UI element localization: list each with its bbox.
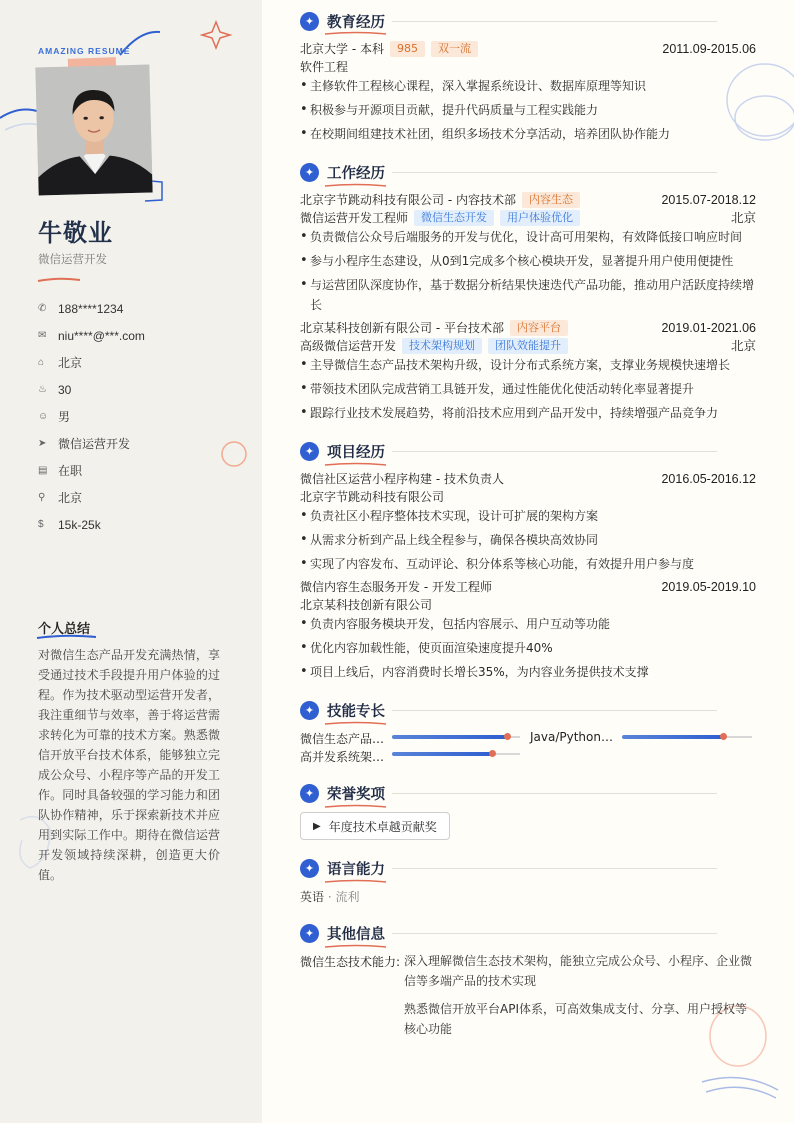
contact-item — [38, 491, 145, 518]
sparkle-icon: ✦ — [300, 924, 319, 943]
date: 2011.09-2015.06 — [662, 42, 756, 56]
section-projects-header — [300, 440, 385, 462]
gender-icon: ☺ — [38, 411, 49, 422]
list-item: • 积极参与开源项目贡献，提升代码质量与工程实践能力 — [300, 98, 756, 122]
contact-item — [38, 410, 145, 437]
job-role-row — [300, 338, 756, 354]
section-rule — [392, 172, 717, 173]
award-text: 年度技术卓越贡献奖 — [328, 819, 437, 834]
contact-text: 30 — [58, 383, 72, 397]
role: 高级微信运营开发 — [300, 339, 397, 353]
list-item: • 与运营团队深度协作，基于数据分析结果快速迭代产品功能，推动用户活跃度持续增长 — [300, 275, 756, 315]
list-item: • 负责内容服务模块开发，包括内容展示、用户互动等功能 — [300, 612, 756, 636]
sidebar — [0, 0, 262, 1123]
date: 2019.05-2019.10 — [661, 580, 756, 594]
list-item: • 主修软件工程核心课程，深入掌握系统设计、数据库原理等知识 — [300, 74, 756, 98]
section-title: 工作经历 — [327, 165, 385, 182]
section-underline — [324, 944, 388, 949]
date: 2016.05-2016.12 — [661, 472, 756, 486]
skill-dot — [489, 750, 496, 757]
cake-icon: ♨ — [38, 384, 47, 395]
contact-text: 在职 — [58, 464, 83, 478]
section-underline — [324, 462, 388, 467]
section-honors-header — [300, 782, 385, 804]
skill-bar — [392, 753, 520, 755]
job-title: 微信运营开发 — [38, 252, 107, 266]
sparkle-icon: ✦ — [300, 12, 319, 31]
skill-fill — [392, 752, 492, 756]
tag: 内容生态 — [522, 192, 580, 208]
contact-item — [38, 329, 145, 356]
sparkle-icon: ✦ — [300, 784, 319, 803]
home-icon: ⌂ — [38, 357, 45, 368]
section-education-header — [300, 10, 385, 32]
play-icon: ▶ — [313, 820, 321, 832]
company: 北京某科技创新有限公司 - 平台技术部 — [300, 321, 504, 335]
date: 2019.01-2021.06 — [661, 321, 756, 335]
section-rule — [392, 21, 717, 22]
section-rule — [392, 933, 717, 934]
salary-icon: $ — [38, 519, 44, 530]
other-value: 熟悉微信开放平台API体系，可高效集成支付、分享、用户授权等核心功能 — [404, 1002, 747, 1036]
language-level: 流利 — [335, 890, 360, 904]
section-skills-header — [300, 699, 385, 721]
list-item: • 带领技术团队完成营销工具链开发，通过性能优化使活动转化率显著提升 — [300, 377, 756, 401]
section-title: 项目经历 — [327, 444, 385, 461]
phone-icon: ✆ — [38, 303, 47, 314]
education-header-row — [300, 41, 756, 57]
project-company — [300, 489, 756, 505]
city: 北京 — [730, 339, 756, 353]
section-other-header — [300, 922, 385, 944]
tag: 985 — [390, 41, 425, 57]
summary-text: 对微信生态产品开发充满热情，享受通过技术手段提升用户体验的过程。作为技术驱动型运营开发者，我注重细节与效率，善于将运营需求转化为可靠的技术方案。熟悉微信开放平台技术体系，能够独立完成公众号、小程序等产品的开发工作。同时具备较强的学习能力和团队协作精神，乐于探索新技术并应用到实际工作中。期待在微信运营开发领域持续深耕，创造更大价值。 — [38, 648, 220, 882]
tagline: AMAZING RESUME — [38, 46, 131, 56]
list-item: • 负责社区小程序整体技术实现，设计可扩展的架构方案 — [300, 504, 756, 528]
project-header-row — [300, 579, 756, 595]
list-item: • 在校期间组建技术社团，组织多场技术分享活动，培养团队协作能力 — [300, 122, 756, 146]
list-item: • 负责微信公众号后端服务的开发与优化，设计高可用架构，有效降低接口响应时间 — [300, 225, 756, 249]
section-underline — [324, 31, 388, 36]
main-content — [262, 0, 794, 1123]
skill-fill — [392, 735, 507, 739]
contact-item — [38, 383, 145, 410]
skill-bar — [622, 736, 752, 738]
summary-title: 个人总结 — [38, 622, 91, 637]
skill-fill — [622, 735, 723, 739]
city: 北京 — [730, 211, 756, 225]
sparkle-icon: ✦ — [300, 163, 319, 182]
company: 北京字节跳动科技有限公司 - 内容技术部 — [300, 193, 516, 207]
language-item — [300, 888, 359, 905]
project-name: 微信社区运营小程序构建 - 技术负责人 — [300, 472, 504, 486]
project-header-row — [300, 471, 756, 487]
date: 2015.07-2018.12 — [661, 193, 756, 207]
tag: 微信生态开发 — [414, 210, 494, 226]
job-header-row — [300, 320, 756, 336]
location-icon: ⚲ — [38, 492, 46, 503]
contact-text: 微信运营开发 — [58, 437, 131, 451]
contact-text: niu****@***.com — [58, 329, 145, 343]
company: 北京字节跳动科技有限公司 — [300, 490, 445, 504]
major-text: 软件工程 — [300, 60, 349, 74]
list-item: • 优化内容加载性能，使页面渲染速度提升40% — [300, 636, 756, 660]
skill-label: 微信生态产品… — [300, 732, 385, 746]
major — [300, 59, 756, 75]
contact-info-list — [38, 302, 145, 545]
avatar — [35, 65, 152, 196]
skill-dot — [504, 733, 511, 740]
sparkle-icon: ✦ — [300, 859, 319, 878]
section-work-header — [300, 161, 385, 183]
award-badge — [300, 812, 450, 840]
summary-underline — [36, 633, 98, 641]
contact-item — [38, 437, 145, 464]
section-title: 技能专长 — [327, 703, 385, 720]
contact-text: 15k-25k — [58, 518, 101, 532]
project-company — [300, 597, 756, 613]
contact-item — [38, 302, 145, 329]
tag: 双一流 — [431, 41, 478, 57]
section-language-header — [300, 857, 385, 879]
tag: 技术架构规划 — [402, 338, 482, 354]
name-underline — [37, 277, 81, 283]
section-rule — [392, 868, 717, 869]
tag: 用户体验优化 — [500, 210, 580, 226]
list-item: • 从需求分析到产品上线全程参与，确保各模块高效协同 — [300, 528, 756, 552]
contact-text: 北京 — [58, 491, 83, 505]
section-rule — [392, 793, 717, 794]
section-title: 教育经历 — [327, 14, 385, 31]
language-name: 英语 — [300, 890, 325, 904]
section-rule — [392, 451, 717, 452]
skill-dot — [720, 733, 727, 740]
sparkle-icon: ✦ — [300, 442, 319, 461]
job-header-row — [300, 192, 756, 208]
list-item: • 项目上线后，内容消费时长增长35%，为内容业务提供技术支撑 — [300, 660, 756, 684]
skill-label: Java/Python… — [530, 730, 613, 744]
language-separator: · — [324, 890, 336, 904]
section-title: 其他信息 — [327, 926, 385, 943]
section-underline — [324, 879, 388, 884]
tag: 团队效能提升 — [488, 338, 568, 354]
school: 北京大学 - 本科 — [300, 42, 384, 56]
other-label: 微信生态技术能力: — [300, 955, 401, 969]
section-underline — [324, 721, 388, 726]
section-underline — [324, 804, 388, 809]
tag: 内容平台 — [510, 320, 568, 336]
contact-text: 北京 — [58, 356, 83, 370]
contact-item — [38, 518, 145, 545]
contact-text: 188****1234 — [58, 302, 124, 316]
section-rule — [392, 710, 717, 711]
list-item: • 实现了内容发布、互动评论、积分体系等核心功能，有效提升用户参与度 — [300, 552, 756, 576]
list-item: • 跟踪行业技术发展趋势，将前沿技术应用到产品开发中，持续增强产品竞争力 — [300, 401, 756, 425]
skill-label: 高并发系统架… — [300, 750, 385, 764]
mail-icon: ✉ — [38, 330, 47, 341]
contact-text: 男 — [58, 410, 71, 424]
list-item: • 主导微信生态产品技术架构升级，设计分布式系统方案，支撑业务规模快速增长 — [300, 353, 756, 377]
section-title: 荣誉奖项 — [327, 786, 385, 803]
job-role-row — [300, 210, 756, 226]
send-icon: ➤ — [38, 438, 47, 449]
briefcase-icon: ▤ — [38, 465, 48, 476]
project-name: 微信内容生态服务开发 - 开发工程师 — [300, 580, 492, 594]
sparkle-icon: ✦ — [300, 701, 319, 720]
contact-item — [38, 464, 145, 491]
section-title: 语言能力 — [327, 861, 385, 878]
skill-bar — [392, 736, 520, 738]
list-item: • 参与小程序生态建设，从0到1完成多个核心模块开发，显著提升用户使用便捷性 — [300, 249, 756, 273]
other-value: 深入理解微信生态技术架构，能独立完成公众号、小程序、企业微信等多端产品的技术实现 — [404, 954, 753, 988]
section-underline — [324, 183, 388, 188]
company: 北京某科技创新有限公司 — [300, 598, 433, 612]
person-name: 牛敬业 — [38, 219, 113, 247]
contact-item — [38, 356, 145, 383]
role: 微信运营开发工程师 — [300, 211, 409, 225]
